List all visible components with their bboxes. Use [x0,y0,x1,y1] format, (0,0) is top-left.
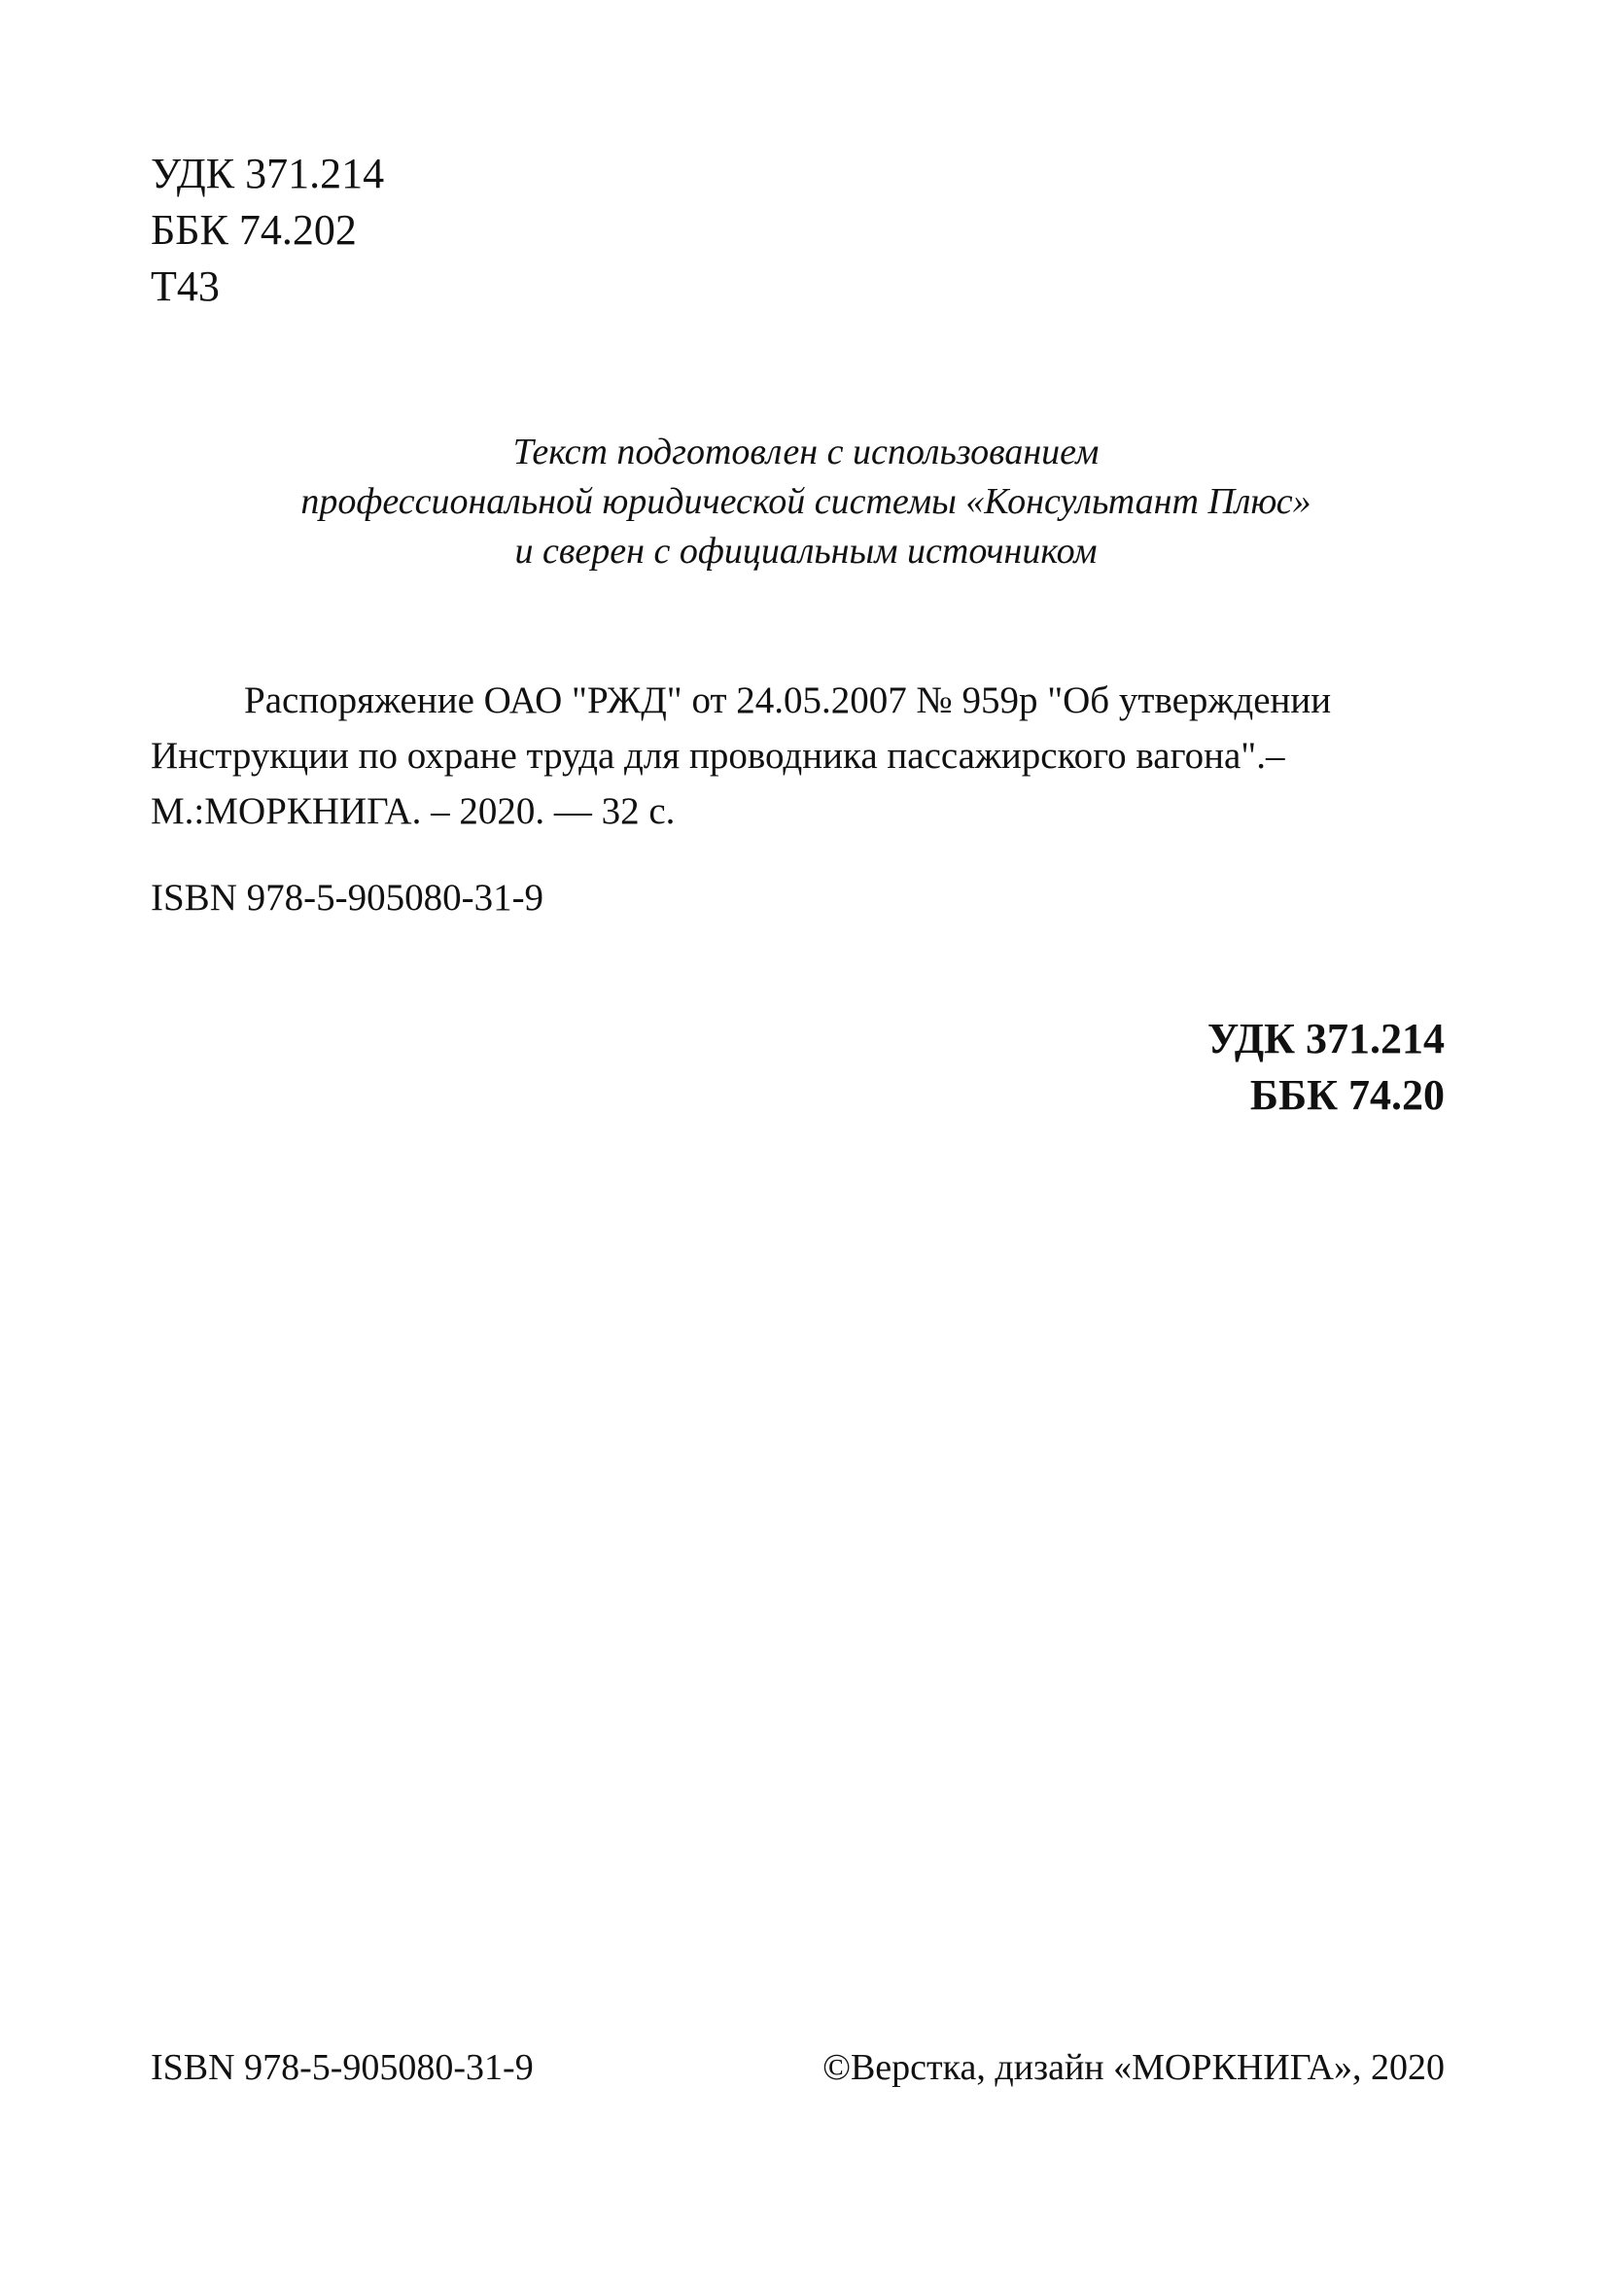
source-note-line: Текст подготовлен с использованием [512,432,1100,472]
udk-code: УДК 371.214 [151,150,385,197]
classification-codes [151,146,384,315]
bbk-code-bold: ББК 74.20 [1249,1071,1445,1119]
citation-line: Распоряжение ОАО "РЖД" от 24.05.2007 № 959р "Об утверждении [244,679,1332,721]
citation-line: М.:МОРКНИГА. – 2020. — 32 с. [151,790,676,832]
footer-isbn: ISBN 978-5-905080-31-9 [151,2047,534,2088]
bbk-code: ББК 74.202 [151,206,357,254]
source-note-line: и сверен с официальным источником [514,531,1098,572]
bibliographic-citation [151,673,1444,839]
source-note [175,428,1437,576]
author-mark: Т43 [151,262,220,310]
source-note-line: профессиональной юридической системы «Консультант Плюс» [300,481,1311,522]
classification-codes-bold [1207,1011,1445,1124]
citation-line: Инструкции по охране труда для проводника пассажирского вагона".– [151,735,1285,777]
footer-copyright: ©Верстка, дизайн «МОРКНИГА», 2020 [822,2047,1445,2088]
isbn: ISBN 978-5-905080-31-9 [151,877,544,919]
udk-code-bold: УДК 371.214 [1206,1015,1445,1062]
